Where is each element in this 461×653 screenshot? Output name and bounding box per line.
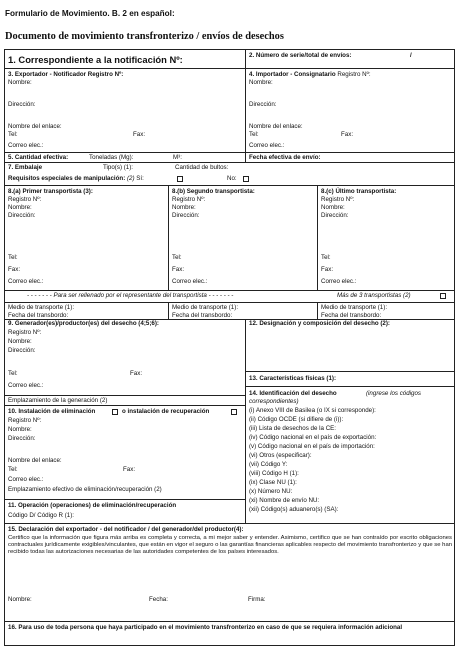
facility-registry-label: Registro Nº: xyxy=(8,417,42,424)
carrier-b-transfer-date: Fecha del transbordo: xyxy=(172,312,233,319)
waste-code-6: (vi) Otros (especificar): xyxy=(249,452,312,459)
facility-fax-label: Fax: xyxy=(123,466,136,473)
box-16-additional-info[interactable] xyxy=(4,621,455,646)
generation-site-line xyxy=(8,398,107,404)
box-15-label: 15. Declaración del exportador - del notificador / del generador/del productor(4): xyxy=(8,526,244,533)
box-10-disposal-facility[interactable] xyxy=(4,405,246,500)
waste-code-1: (i) Anexo VIII de Basilea (o IX si corresponde): xyxy=(249,407,376,414)
exporter-email-label: Correo elec.: xyxy=(8,142,44,149)
more-carriers-checkbox[interactable] xyxy=(440,293,446,299)
facility-address-label: Dirección: xyxy=(8,435,36,442)
exporter-tel-label: Tel: xyxy=(8,131,18,138)
box-16-label: 16. Para uso de toda persona que haya participado en el movimiento transfronterizo en caso de que se requiera información adicional xyxy=(8,624,403,631)
carrier-c-transport-mode: Medio de transporte (1): xyxy=(321,304,388,311)
waste-code-5: (v) Código nacional en el país de importación: xyxy=(249,443,375,450)
carrier-a-label: 8.(a) Primer transportista (3): xyxy=(8,188,93,195)
box-7-label: 7. Embalaje xyxy=(8,164,43,171)
box-14-label: 14. Identificación del desecho xyxy=(249,390,337,397)
box-2-slash: / xyxy=(410,52,412,59)
carrier-representative-note: - - - - - - - Para ser rellenado por el representante del transportista - - - - - - - xyxy=(27,292,234,299)
box-14-label-cont: (ingrese los códigos xyxy=(366,390,422,397)
carrier-b-registry: Registro Nº: xyxy=(172,196,206,203)
facility-contact-label: Nombre del enlace: xyxy=(8,457,62,464)
carrier-b-tel: Tel: xyxy=(172,254,182,261)
waste-code-4: (iv) Código nacional en el país de exportación: xyxy=(249,434,377,441)
generation-site-label: Emplazamiento de la generación (2) xyxy=(8,397,108,404)
box-12-label: 12. Designación y composición del desecho (2): xyxy=(249,320,390,327)
importer-fax-label: Fax: xyxy=(341,131,354,138)
box-5-label: 5. Cantidad efectiva: xyxy=(8,154,69,161)
facility-name-label: Nombre: xyxy=(8,426,32,433)
carrier-a-fax: Fax: xyxy=(8,266,21,273)
box-9-generator[interactable] xyxy=(4,319,246,396)
carrier-b-address: Dirección: xyxy=(172,212,200,219)
carrier-b-label: 8.(b) Segundo transportista: xyxy=(172,188,255,195)
recovery-checkbox[interactable] xyxy=(231,409,237,415)
box-9-label: 9. Generador(es)/productor(es) del desecho (4;5;6): xyxy=(8,320,159,327)
declaration-text: Certifico que la información que figura más arriba es completa y correcta, a mi mejor saber y entender. Asimismo, certifico que se han contraído por escrito obligaciones contractuales jurídicamente exigibles/vinculantes, que están en vigor el seguro o las garantías financieras aplicables respecto del movimiento transfronterizo y que se han recibido todas las autorizaciones necesarias de las autoridades competentes de los países interesados. xyxy=(8,535,452,556)
generator-registry-label: Registro Nº: xyxy=(8,329,42,336)
carrier-c-address: Dirección: xyxy=(321,212,349,219)
box-8-carriers xyxy=(4,185,455,320)
carrier-c-label: 8.(c) Último transportista: xyxy=(321,188,397,195)
box-11-label: 11. Operación (operaciones) de eliminación/recuperación xyxy=(8,502,177,509)
waste-code-12: (xii) Código(s) aduanero(s) (SA): xyxy=(249,506,339,513)
box-6-label: Fecha efectiva de envío: xyxy=(249,154,321,161)
importer-email-label: Correo elec.: xyxy=(249,142,285,149)
box-11-operation[interactable] xyxy=(4,499,246,524)
m3-label: M³: xyxy=(173,154,182,161)
carrier-c-tel: Tel: xyxy=(321,254,331,261)
generator-tel-label: Tel: xyxy=(8,370,18,377)
generator-fax-label: Fax: xyxy=(130,370,143,377)
box-3-label: 3. Exportador - Notificador Registro Nº: xyxy=(8,71,124,78)
carrier-c-transfer-date: Fecha del transbordo: xyxy=(321,312,382,319)
carrier-b-fax: Fax: xyxy=(172,266,185,273)
document-title: Documento de movimiento transfronterizo / envíos de desechos xyxy=(5,31,284,42)
box-1-label: 1. Correspondiente a la notificación Nº: xyxy=(8,54,183,65)
carrier-c-email: Correo elec.: xyxy=(321,278,357,285)
carrier-c-name: Nombre: xyxy=(321,204,345,211)
declarant-date-label: Fecha: xyxy=(149,596,168,603)
box-1-notification[interactable] xyxy=(4,49,246,69)
declarant-signature-label: Firma: xyxy=(248,596,266,603)
importer-contact-label: Nombre del enlace: xyxy=(249,123,303,130)
box-14-identification[interactable] xyxy=(245,386,455,524)
packaging-type-label: Tipo(s) (1): xyxy=(103,164,134,171)
handling-label: Requisitos especiales de manipulación: xyxy=(8,175,126,182)
handling-ref: (2) xyxy=(127,175,135,182)
waste-code-9: (ix) Clase NU (1): xyxy=(249,479,297,486)
carrier-a-email: Correo elec.: xyxy=(8,278,44,285)
declarant-name-label: Nombre: xyxy=(8,596,32,603)
carrier-c-fax: Fax: xyxy=(321,266,334,273)
generator-email-label: Correo elec.: xyxy=(8,382,44,389)
waste-code-8: (viii) Código H (1): xyxy=(249,470,299,477)
box-4-importer[interactable] xyxy=(245,68,455,153)
waste-code-11: (xi) Nombre de envío NU: xyxy=(249,497,320,504)
generator-name-label: Nombre: xyxy=(8,338,32,345)
carrier-a-transfer-date: Fecha del transbordo: xyxy=(8,312,69,319)
no-label: No: xyxy=(227,175,237,182)
box-4-label: 4. Importador - Consignatario xyxy=(249,71,336,78)
movement-form xyxy=(4,49,455,646)
exporter-name-label: Nombre: xyxy=(8,79,32,86)
box-2-label: 2. Número de serie/total de envíos: xyxy=(249,52,352,59)
carrier-a-address: Dirección: xyxy=(8,212,36,219)
box-4-label-wrap xyxy=(249,72,371,78)
waste-code-3: (iii) Lista de desechos de la CE: xyxy=(249,425,337,432)
carrier-c-registry: Registro Nº: xyxy=(321,196,355,203)
handling-no-checkbox[interactable] xyxy=(243,176,249,182)
waste-code-2: (ii) Código OCDE (si difiere de (i)): xyxy=(249,416,344,423)
facility-tel-label: Tel: xyxy=(8,466,18,473)
box-15-declaration[interactable] xyxy=(4,523,455,622)
waste-code-7: (vii) Código Y: xyxy=(249,461,288,468)
exporter-fax-label: Fax: xyxy=(133,131,146,138)
yes-label: Sí: xyxy=(136,175,144,182)
box-7-packaging xyxy=(4,162,455,186)
importer-address-label: Dirección: xyxy=(249,101,277,108)
box-12-designation[interactable] xyxy=(245,319,455,372)
importer-tel-label: Tel: xyxy=(249,131,259,138)
carrier-a-transport-mode: Medio de transporte (1): xyxy=(8,304,75,311)
exporter-address-label: Dirección: xyxy=(8,101,36,108)
carrier-a-tel: Tel: xyxy=(8,254,18,261)
carrier-b-email: Correo elec.: xyxy=(172,278,208,285)
importer-registry-label: Registro Nº: xyxy=(337,71,371,78)
tons-label: Toneladas (Mg): xyxy=(89,154,134,161)
recovery-label: o instalación de recuperación xyxy=(122,408,210,415)
disposal-checkbox[interactable] xyxy=(112,409,118,415)
facility-email-label: Correo elec.: xyxy=(8,476,44,483)
form-heading: Formulario de Movimiento. B. 2 en español: xyxy=(5,9,175,18)
box-10-label: 10. Instalación de eliminación xyxy=(8,408,96,415)
more-carriers-label: Más de 3 transportistas (2) xyxy=(337,292,411,299)
box-13-physical[interactable] xyxy=(245,371,455,387)
box-14-label-sub: correspondientes) xyxy=(249,398,299,405)
handling-line xyxy=(8,176,144,182)
carrier-a-name: Nombre: xyxy=(8,204,32,211)
package-count-label: Cantidad de bultos: xyxy=(175,164,229,171)
box-2-serial-number[interactable] xyxy=(245,49,455,69)
carrier-b-name: Nombre: xyxy=(172,204,196,211)
exporter-contact-label: Nombre del enlace: xyxy=(8,123,62,130)
operation-code-label: Código D/ Código R (1): xyxy=(8,512,75,519)
generator-address-label: Dirección: xyxy=(8,347,36,354)
carrier-a-registry: Registro Nº: xyxy=(8,196,42,203)
box-13-label: 13. Características físicas (1): xyxy=(249,375,337,382)
box-3-exporter[interactable] xyxy=(4,68,246,153)
handling-yes-checkbox[interactable] xyxy=(177,176,183,182)
carrier-b-transport-mode: Medio de transporte (1): xyxy=(172,304,239,311)
facility-site-label: Emplazamiento efectivo de eliminación/recuperación (2) xyxy=(8,486,162,493)
waste-code-10: (x) Número NU: xyxy=(249,488,293,495)
importer-name-label: Nombre: xyxy=(249,79,273,86)
